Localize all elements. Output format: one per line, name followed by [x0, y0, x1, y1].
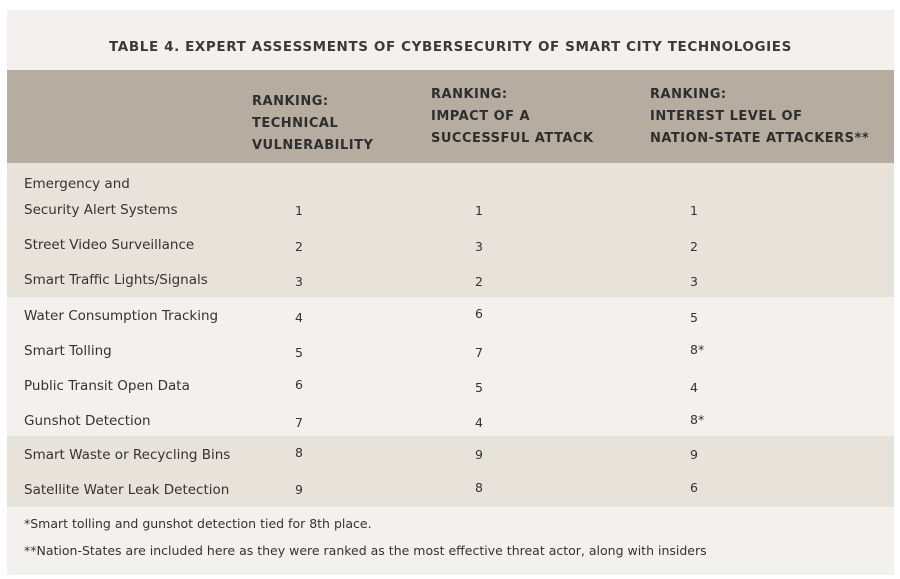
rank-nation-state-interest: 3 [690, 274, 698, 289]
row-label: Gunshot Detection [24, 413, 151, 429]
rank-nation-state-interest: 1 [690, 203, 698, 218]
rank-technical-vulnerability: 2 [295, 239, 303, 254]
row-label: Public Transit Open Data [24, 378, 190, 394]
rank-nation-state-interest: 8* [690, 342, 705, 357]
rank-impact-of-attack: 1 [475, 203, 483, 218]
rank-impact-of-attack: 6 [475, 306, 483, 321]
rank-technical-vulnerability: 1 [295, 203, 303, 218]
table-row [7, 303, 894, 338]
row-group-bottom [7, 436, 894, 507]
column-header-line: RANKING: [431, 87, 508, 102]
rank-impact-of-attack: 2 [475, 274, 483, 289]
footnote-tie: *Smart tolling and gunshot detection tied for 8th place. [24, 516, 372, 531]
rank-nation-state-interest: 2 [690, 239, 698, 254]
row-label: Satellite Water Leak Detection [24, 482, 230, 498]
column-header-line: TECHNICAL [252, 116, 339, 131]
rank-nation-state-interest: 5 [690, 310, 698, 325]
row-label [24, 171, 178, 223]
table-row [7, 442, 894, 477]
row-label: Smart Waste or Recycling Bins [24, 447, 231, 463]
table-row [7, 338, 894, 373]
row-label: Smart Traffic Lights/Signals [24, 272, 208, 288]
rank-technical-vulnerability: 5 [295, 345, 303, 360]
row-label: Water Consumption Tracking [24, 308, 219, 324]
rank-nation-state-interest: 9 [690, 447, 698, 462]
table-header [7, 70, 894, 163]
table-row [7, 232, 894, 267]
rank-impact-of-attack: 7 [475, 345, 483, 360]
rank-nation-state-interest: 8* [690, 412, 705, 427]
column-header-line: SUCCESSFUL ATTACK [431, 131, 594, 146]
row-label-line: Emergency and [24, 176, 130, 192]
rank-impact-of-attack: 3 [475, 239, 483, 254]
row-group-top [7, 163, 894, 297]
table-row [7, 171, 894, 231]
column-header-line: IMPACT OF A [431, 109, 531, 124]
footnote-nation-states: **Nation-States are included here as they were ranked as the most effective threat actor, along with insiders [24, 543, 707, 558]
table-panel [7, 10, 894, 575]
rank-technical-vulnerability: 9 [295, 482, 303, 497]
column-header-line: NATION-STATE ATTACKERS** [650, 131, 870, 146]
table-row [7, 373, 894, 408]
rank-impact-of-attack: 5 [475, 380, 483, 395]
row-label-line: Security Alert Systems [24, 202, 178, 218]
column-header-technical-vulnerability [252, 91, 373, 157]
rank-nation-state-interest: 4 [690, 380, 698, 395]
column-header-line: RANKING: [650, 87, 727, 102]
column-header-line: VULNERABILITY [252, 138, 374, 153]
rank-technical-vulnerability: 3 [295, 274, 303, 289]
column-header-line: INTEREST LEVEL OF [650, 109, 803, 124]
table-title: TABLE 4. EXPERT ASSESSMENTS OF CYBERSECURITY OF SMART CITY TECHNOLOGIES [109, 39, 792, 55]
column-header-nation-state-interest [650, 84, 869, 150]
rank-impact-of-attack: 8 [475, 480, 483, 495]
column-header-impact-of-attack [431, 84, 594, 150]
rank-technical-vulnerability: 8 [295, 445, 303, 460]
table-row [7, 477, 894, 512]
rank-technical-vulnerability: 6 [295, 377, 303, 392]
row-group-middle [7, 297, 894, 436]
row-label: Street Video Surveillance [24, 237, 195, 253]
column-header-line: RANKING: [252, 94, 329, 109]
row-label: Smart Tolling [24, 343, 112, 359]
rank-impact-of-attack: 9 [475, 447, 483, 462]
rank-nation-state-interest: 6 [690, 480, 698, 495]
rank-impact-of-attack: 4 [475, 415, 483, 430]
rank-technical-vulnerability: 7 [295, 415, 303, 430]
rank-technical-vulnerability: 4 [295, 310, 303, 325]
